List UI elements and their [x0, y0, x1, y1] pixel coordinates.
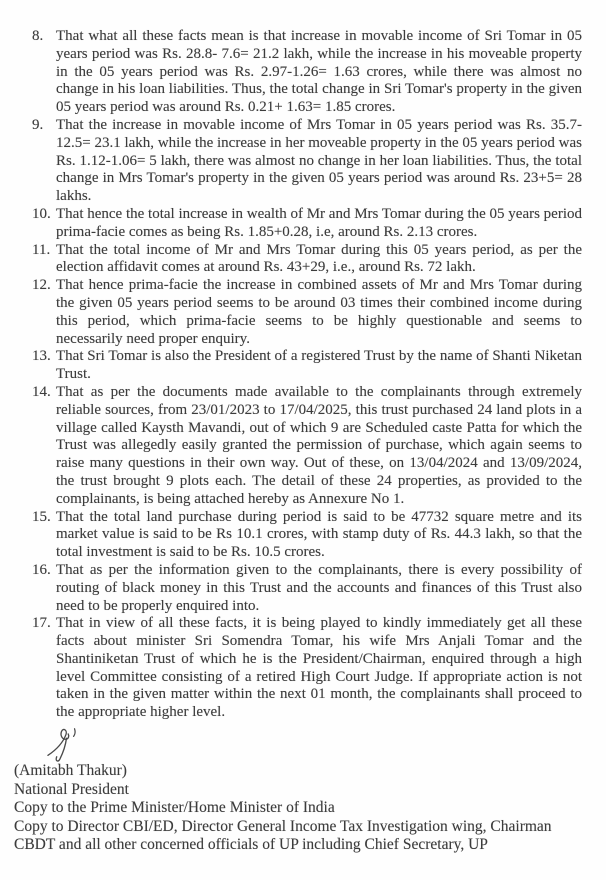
signatory-title: National President	[14, 780, 129, 798]
list-item-number: 13.	[32, 348, 51, 365]
list-item	[32, 562, 582, 615]
list-item-text: That hence the total increase in wealth of Mr and Mrs Tomar during the 05 years period prima-facie comes as being Rs. 1.85+0.28, i.e, around Rs. 2.13 crores.	[56, 205, 583, 240]
list-item-number: 8.	[32, 28, 44, 44]
list-item	[32, 28, 582, 117]
list-item-number: 16.	[32, 561, 51, 578]
list-item-text: That Sri Tomar is also the President of a registered Trust by the name of Shanti Niketan Trust.	[56, 348, 582, 383]
list-item-text: That the total income of Mr and Mrs Tomar during this 05 years period, as per the election affidavit comes at around Rs. 43+29, i.e., around Rs. 72 lakh.	[56, 241, 582, 276]
list-item-text: That the increase in movable income of Mrs Tomar in 05 years period was Rs. 35.7- 12.5= 23.1 lakh, while the increase in her moveable property in the 05 years period was Rs. 1.12-1.06= 5 lakh, there was almost no change in her loan liabilities. Thus, the total change in Mrs Tomar's property in the given 05 years period was around Rs. 23+5= 28 lakhs.	[56, 116, 582, 205]
copy-line-2: Copy to Director CBI/ED, Director General Income Tax Investigation wing, Chairman CBDT and all other concerned officials of UP including Chief Secretary, UP	[14, 817, 552, 854]
list-item	[32, 348, 582, 384]
list-item	[32, 384, 582, 509]
list-item-number: 15.	[32, 508, 51, 525]
list-item-number: 9.	[32, 116, 44, 133]
list-item	[32, 615, 582, 722]
list-item	[32, 509, 582, 562]
list-item-number: 17.	[32, 615, 51, 632]
list-item-number: 12.	[32, 277, 51, 294]
list-item	[32, 117, 582, 206]
list-item	[32, 242, 582, 278]
list-item	[32, 206, 582, 242]
list-item-number: 10.	[32, 205, 51, 222]
list-item	[32, 277, 582, 348]
list-item-number: 11.	[32, 241, 51, 258]
signatory-name: (Amitabh Thakur)	[14, 762, 127, 780]
list-item-text: That hence prima-facie the increase in combined assets of Mr and Mrs Tomar during the given 05 years period seems to be around 03 times their combined income during this period, which prima-facie seems to be highly questionable and seems to necessarily need proper enquiry.	[56, 277, 582, 347]
signature-squiggle-icon	[44, 724, 88, 762]
list-item-text: That the total land purchase during period is said to be 47732 square metre and its market value is said to be Rs 10.1 crores, with stamp duty of Rs. 44.3 lakh, so that the total investment is said to be Rs. 10.5 crores.	[56, 508, 582, 561]
list-item-text: That as per the information given to the complainants, there is every possibility of routing of black money in this Trust and the accounts and finances of this Trust also need to be properly enquired into.	[56, 561, 582, 614]
numbered-list	[14, 28, 583, 855]
copy-line-1: Copy to the Prime Minister/Home Minister of India	[14, 799, 335, 817]
list-item-text: That as per the documents made available to the complainants through extremely reliable sources, from 23/01/2023 to 17/04/2025, this trust purchased 24 land plots in a village called Kaysth Mavandi, out of which 9 are Scheduled caste Patta for which the Trust was allegedly easily granted the permission of purchase, which again seems to raise many questions in their own way. Out of these, on 13/04/2024 and 13/09/2024, the trust brought 9 plots each. The detail of these 24 properties, as provided to the complainants, is being attached hereby as Annexure No 1.	[56, 383, 582, 507]
list-item-text: That in view of all these facts, it is being played to kindly immediately get all these facts about minister Sri Somendra Tomar, his wife Mrs Anjali Tomar and the Shantiniketan Trust of which he is the President/Chairman, enquired through a high level Committee consisting of a retired High Court Judge. If appropriate action is not taken in the given matter within the next 01 month, the complainants shall proceed to the appropriate higher level.	[56, 615, 582, 721]
list-item-text: That what all these facts mean is that increase in movable income of Sri Tomar in 05 years period was Rs. 28.8- 7.6= 21.2 lakh, while the increase in his moveable property in the 05 years period was Rs. 2.97-1.26= 1.63 crores, while there was almost no change in his loan liabilities. Thus, the total change in Sri Tomar's property in the given 05 years period was around Rs. 0.21+ 1.63= 1.85 crores.	[56, 28, 582, 116]
signature-block	[14, 724, 582, 855]
list-item-number: 14.	[32, 383, 51, 400]
